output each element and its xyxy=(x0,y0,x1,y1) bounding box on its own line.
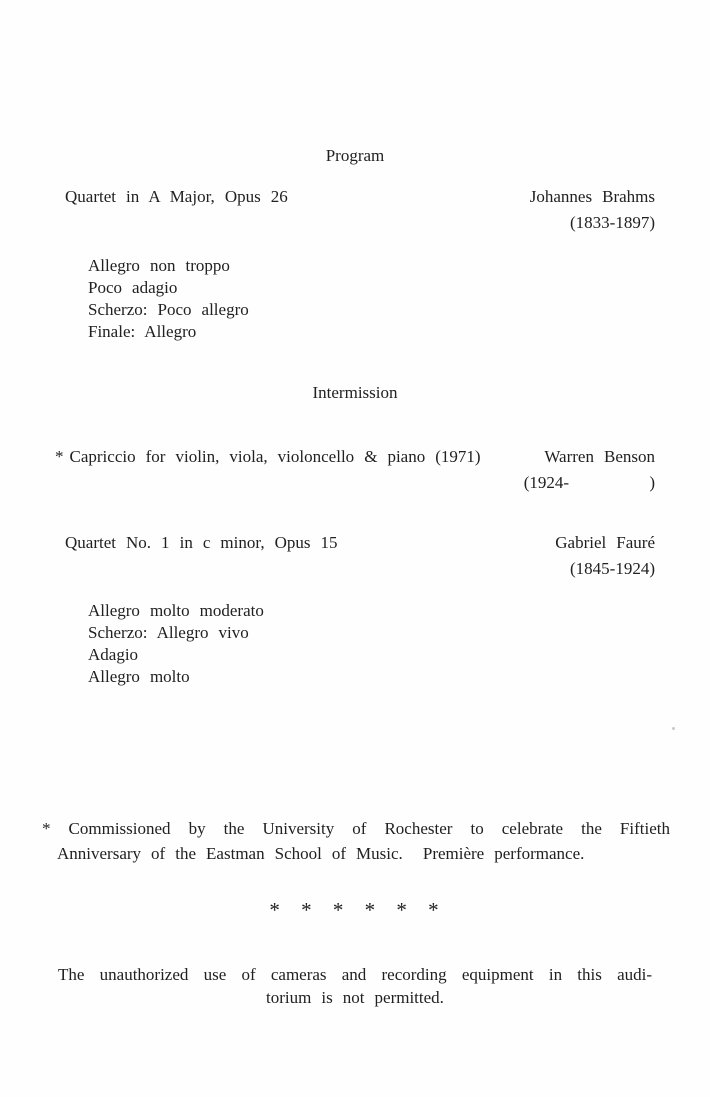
footnote-line: Anniversary of the Eastman School of Music. Première performance. xyxy=(57,844,585,863)
composer-name: Warren Benson xyxy=(544,447,655,466)
asterisk-separator: * * * * * * xyxy=(269,898,441,922)
movement: Scherzo: Allegro vivo xyxy=(88,623,249,642)
commission-footnote xyxy=(42,816,670,866)
composer-block xyxy=(524,447,655,493)
footnote-line xyxy=(42,816,670,841)
piece-title xyxy=(55,447,481,467)
movement: Scherzo: Poco allegro xyxy=(88,300,249,319)
footnote-marker: * xyxy=(55,447,64,466)
piece-row-faure xyxy=(0,533,710,579)
movement-list-brahms xyxy=(88,255,249,343)
composer-dates: (1924- ) xyxy=(523,473,655,492)
scan-speck xyxy=(672,727,675,730)
composer-dates: (1833-1897) xyxy=(570,213,655,232)
camera-notice xyxy=(58,963,652,1009)
movement: Allegro molto xyxy=(88,667,190,686)
intermission-heading: Intermission xyxy=(312,383,398,402)
composer-name: Johannes Brahms xyxy=(529,187,655,206)
page-title: Program xyxy=(325,146,385,165)
composer-name: Gabriel Fauré xyxy=(555,533,655,552)
movement: Finale: Allegro xyxy=(88,322,197,341)
movement: Allegro molto moderato xyxy=(88,601,264,620)
piece-row-brahms xyxy=(0,187,710,233)
notice-line: The unauthorized use of cameras and recording equipment in this audi- xyxy=(58,965,652,984)
composer-block xyxy=(555,533,655,579)
composer-dates: (1845-1924) xyxy=(570,559,655,578)
movement: Poco adagio xyxy=(88,278,178,297)
piece-title: Quartet No. 1 in c minor, Opus 15 xyxy=(65,533,338,552)
piece-title: Quartet in A Major, Opus 26 xyxy=(65,187,288,206)
footnote-marker: * xyxy=(42,819,51,838)
notice-line: torium is not permitted. xyxy=(266,988,444,1007)
movement: Adagio xyxy=(88,645,139,664)
piece-row-benson xyxy=(0,447,710,493)
piece-title-text: Capriccio for violin, viola, violoncello & piano (1971) xyxy=(69,447,481,466)
movement-list-faure xyxy=(88,600,264,688)
footnote-text: Commissioned by the University of Rochester to celebrate the Fiftieth xyxy=(68,819,670,838)
movement: Allegro non troppo xyxy=(88,256,230,275)
composer-block xyxy=(530,187,655,233)
